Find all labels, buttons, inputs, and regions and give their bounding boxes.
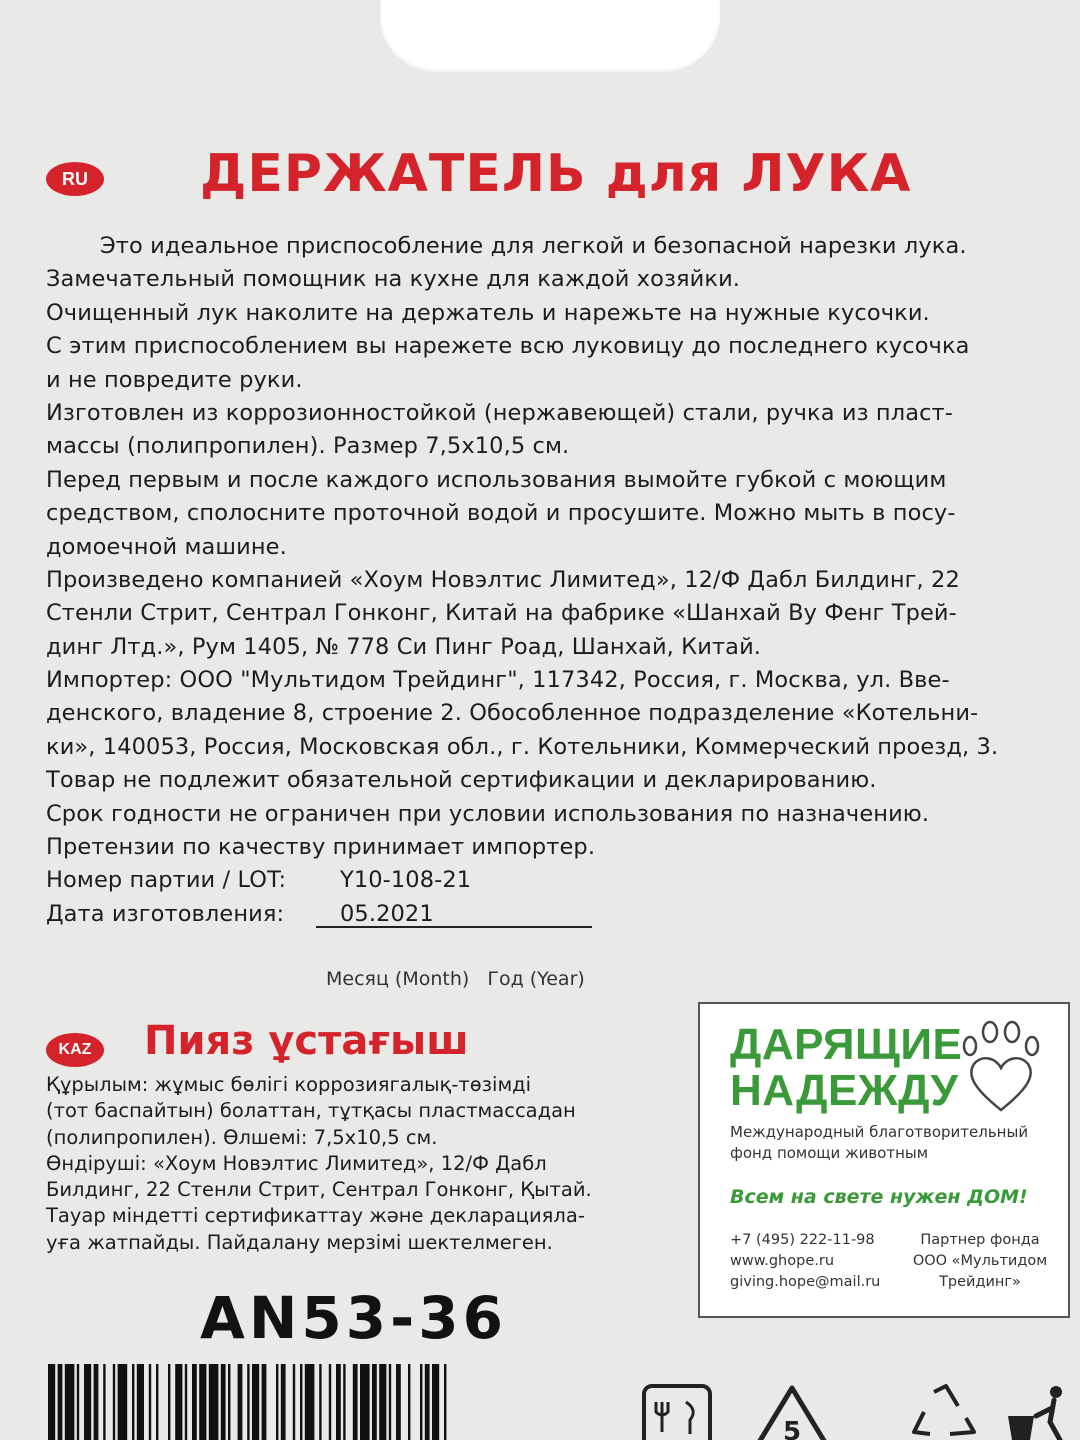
text-line: Перед первым и после каждого использования вымойте губкой с моющим <box>46 466 947 493</box>
recycle-code: 5 <box>782 1417 802 1440</box>
barcode-bar <box>372 1364 377 1440</box>
barcode-bar <box>156 1364 158 1440</box>
partner-line: ООО «Мультидом <box>912 1253 1048 1269</box>
product-code: AN53-36 <box>200 1284 507 1352</box>
text-line: Құрылым: жұмыс бөлігі коррозиягалық-төзімді <box>46 1073 532 1096</box>
barcode-bar <box>336 1364 341 1440</box>
barcode-bar <box>353 1364 358 1440</box>
barcode-bar <box>103 1364 105 1440</box>
text-line: динг Лтд.», Рум 1405, № 778 Си Пинг Роад, Шанхай, Китай. <box>46 633 762 660</box>
barcode-bar <box>300 1364 302 1440</box>
barcode-bar <box>276 1364 278 1440</box>
barcode-bar <box>175 1364 182 1440</box>
charity-website: www.ghope.ru <box>730 1253 835 1269</box>
barcode-bar <box>58 1364 63 1440</box>
text-line: (полипропилен). Өлшемі: 7,5х10,5 см. <box>46 1125 438 1149</box>
barcode-bar <box>432 1364 439 1440</box>
text-line: Срок годности не ограничен при условии использования по назначению. <box>46 800 930 827</box>
text-line: Это идеальное приспособление для легкой и безопасной нарезки лука. <box>100 233 967 259</box>
text-line: Билдинг, 22 Стенли Стрит, Сентрал Гонконг, Қытай. <box>46 1178 592 1202</box>
barcode-bar <box>420 1364 422 1440</box>
text-line: Замечательный помощник на кухне для каждой хозяйки. <box>46 266 741 293</box>
barcode-bar <box>132 1364 134 1440</box>
language-badge-kaz: KAZ <box>46 1033 104 1067</box>
barcode-bar <box>444 1364 446 1440</box>
charity-description: Международный благотворительный фонд помощи животным <box>730 1123 1029 1162</box>
text-line: домоечной машине. <box>46 533 287 560</box>
year-caption: Год (Year) <box>487 968 585 990</box>
charity-slogan: Всем на свете нужен ДОМ! <box>730 1186 1028 1208</box>
date-caption <box>326 968 585 990</box>
food-safe-icon <box>640 1382 714 1440</box>
charity-email: giving.hope@mail.ru <box>730 1274 881 1290</box>
text-line: Өндіруші: «Хоум Новэлтис Лимитед», 12/Ф Дабл <box>46 1151 547 1175</box>
barcode-bar <box>379 1364 386 1440</box>
lot-value: Y10-108-21 <box>340 867 472 894</box>
partner-line: Партнер фонда <box>920 1232 1040 1248</box>
barcode-bar <box>408 1364 410 1440</box>
barcode-bar <box>185 1364 187 1440</box>
lot-row <box>46 864 1080 897</box>
barcode-bar <box>65 1364 75 1440</box>
barcode-bar <box>192 1364 197 1440</box>
barcode-bar <box>343 1364 345 1440</box>
text-line: С этим приспособлением вы нарежете всю луковицу до последнего кусочка <box>46 333 970 360</box>
barcode-bar <box>396 1364 401 1440</box>
text-line: Изготовлен из коррозионностойкой (нержавеющей) стали, ручка из пласт- <box>46 399 953 426</box>
barcode-bar <box>48 1364 55 1440</box>
text-line: Тауар міндетті сертификаттау және декларациялa- <box>46 1204 585 1228</box>
barcode-bar <box>238 1364 243 1440</box>
barcode-bar <box>113 1364 115 1440</box>
text-line: Претензии по качеству принимает импортер. <box>46 834 596 861</box>
barcode-bar <box>228 1364 230 1440</box>
text-line: ки», 140053, Россия, Московская обл., г. Котельники, Коммерческий проезд, 3. <box>46 733 999 760</box>
barcode-bar <box>262 1364 267 1440</box>
charity-box <box>698 1002 1070 1318</box>
text-line: денского, владение 8, строение 2. Обособленное подразделение «Котельни- <box>46 700 979 727</box>
barcode <box>0 1356 640 1440</box>
barcode-bar <box>221 1364 226 1440</box>
text-line: массы (полипропилен). Размер 7,5х10,5 см. <box>46 433 570 460</box>
text-line: Импортер: ООО "Мультидом Трейдинг", 117342, Россия, г. Москва, ул. Вве- <box>46 667 950 694</box>
recycle-icon <box>904 1382 984 1440</box>
partner-line: Трейдинг» <box>939 1274 1021 1290</box>
text-line: (тот баспайтын) болаттан, тұтқасы пластмассадан <box>46 1099 576 1123</box>
product-title-ru: ДЕРЖАТЕЛЬ для ЛУКА <box>200 144 912 204</box>
barcode-bar <box>319 1364 321 1440</box>
barcode-bar <box>149 1364 151 1440</box>
description-ru <box>46 230 1080 931</box>
charity-contacts <box>730 1230 880 1293</box>
charity-phone: +7 (495) 222-11-98 <box>730 1232 875 1248</box>
product-title-kaz: Пияз ұстағыш <box>144 1018 469 1064</box>
lot-label: Номер партии / LOT: <box>46 867 287 894</box>
date-value: 05.2021 <box>316 898 592 928</box>
barcode-bar <box>305 1364 315 1440</box>
barcode-bar <box>199 1364 206 1440</box>
charity-name-line2: НАДЕЖДУ <box>730 1066 959 1115</box>
barcode-bar <box>252 1364 259 1440</box>
dispose-in-bin-icon <box>1000 1382 1080 1440</box>
charity-partner <box>900 1230 1060 1293</box>
barcode-bar <box>168 1364 170 1440</box>
paw-heart-icon <box>956 1018 1046 1114</box>
barcode-bar <box>360 1364 370 1440</box>
barcode-bar <box>293 1364 295 1440</box>
barcode-bar <box>94 1364 99 1440</box>
month-caption: Месяц (Month) <box>326 968 470 990</box>
barcode-bar <box>425 1364 430 1440</box>
barcode-bar <box>77 1364 79 1440</box>
barcode-bar <box>247 1364 249 1440</box>
barcode-bar <box>209 1364 219 1440</box>
text-line: средством, сполосните проточной водой и просушите. Можно мыть в посу- <box>46 500 956 527</box>
language-badge-ru: RU <box>46 162 104 196</box>
barcode-bar <box>281 1364 286 1440</box>
charity-name-line1: ДАРЯЩИЕ <box>730 1020 963 1069</box>
barcode-bar <box>137 1364 144 1440</box>
text-line: Произведено компанией «Хоум Новэлтис Лимитед», 12/Ф Дабл Билдинг, 22 <box>46 566 960 593</box>
text-line: и не повредите руки. <box>46 366 303 393</box>
barcode-bar <box>329 1364 331 1440</box>
barcode-bar <box>84 1364 91 1440</box>
text-line: Стенли Стрит, Сентрал Гонконг, Китай на фабрике «Шанхай Ву Фенг Трей- <box>46 600 957 627</box>
hang-hole <box>380 0 720 72</box>
recycle-5-pp-icon <box>750 1382 834 1440</box>
date-row <box>46 898 1080 931</box>
text-line: Очищенный лук наколите на держатель и нарежьте на нужные кусочки. <box>46 299 930 326</box>
barcode-bar <box>389 1364 391 1440</box>
date-label: Дата изготовления: <box>46 900 285 927</box>
description-kaz <box>46 1072 686 1256</box>
text-line: уға жатпайды. Пайдалану мерзімі шектелмеген. <box>46 1230 553 1254</box>
barcode-bar <box>118 1364 128 1440</box>
text-line: Товар не подлежит обязательной сертификации и декларированию. <box>46 767 877 794</box>
charity-name <box>730 1020 963 1115</box>
